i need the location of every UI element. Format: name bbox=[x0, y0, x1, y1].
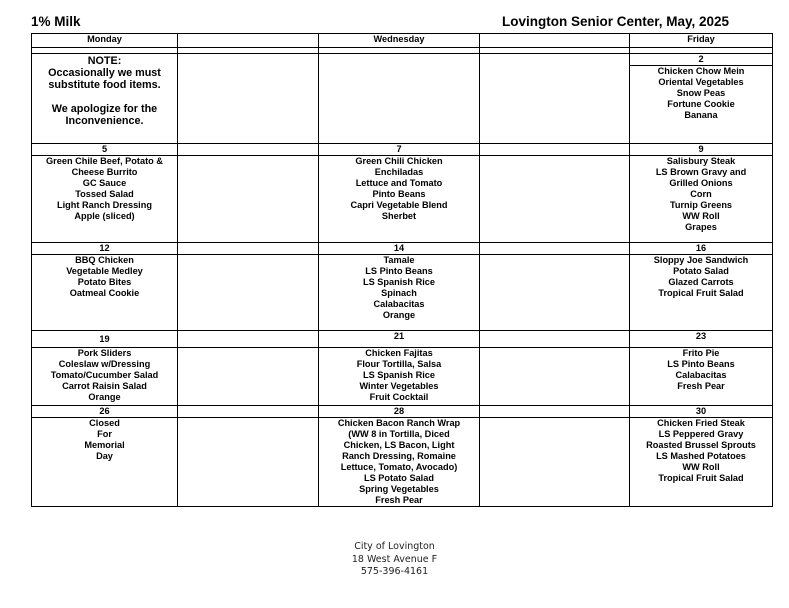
menu-item: WW Roll bbox=[682, 211, 720, 221]
menu-row bbox=[32, 418, 773, 507]
empty-cell bbox=[178, 406, 319, 418]
menu-item: Coleslaw w/Dressing bbox=[58, 359, 151, 369]
menu-item: Spinach bbox=[381, 288, 417, 298]
menu-item: Tossed Salad bbox=[75, 189, 134, 199]
menu-item: Calabacitas bbox=[675, 370, 727, 380]
note-cell bbox=[32, 54, 178, 144]
menu-item: Light Ranch Dressing bbox=[57, 200, 152, 210]
menu-item: Oatmeal Cookie bbox=[69, 288, 140, 298]
day-header-monday: Monday bbox=[32, 34, 178, 48]
menu-cell-monday bbox=[32, 418, 178, 507]
empty-cell bbox=[178, 144, 319, 156]
date-cell: 16 bbox=[630, 243, 773, 255]
menu-item: Carrot Raisin Salad bbox=[62, 381, 147, 391]
menu-item: Enchiladas bbox=[374, 167, 424, 177]
menu-item: LS Pinto Beans bbox=[365, 266, 433, 276]
menu-calendar bbox=[31, 33, 773, 507]
menu-item: Chicken Fajitas bbox=[365, 348, 433, 358]
menu-item: Banana bbox=[684, 110, 718, 120]
menu-item: Chicken, LS Bacon, Light bbox=[343, 440, 455, 450]
date-cell: 26 bbox=[32, 406, 178, 418]
menu-item: Green Chili Chicken bbox=[355, 156, 443, 166]
menu-item: Chicken Chow Mein bbox=[657, 66, 745, 76]
empty-cell bbox=[178, 255, 319, 331]
menu-item: Vegetable Medley bbox=[66, 266, 143, 276]
menu-item: Lettuce, Tomato, Avocado) bbox=[340, 462, 458, 472]
empty-cell bbox=[178, 243, 319, 255]
menu-item: Fruit Cocktail bbox=[369, 392, 429, 402]
menu-item: Orange bbox=[382, 310, 416, 320]
day-header-thursday bbox=[480, 34, 630, 48]
menu-item: LS Brown Gravy and bbox=[655, 167, 747, 177]
menu-item: Pinto Beans bbox=[372, 189, 426, 199]
menu-item: GC Sauce bbox=[82, 178, 127, 188]
menu-item: Grilled Onions bbox=[669, 178, 733, 188]
menu-item: (WW 8 in Tortilla, Diced bbox=[348, 429, 450, 439]
day-header-friday: Friday bbox=[630, 34, 773, 48]
menu-item: Tropical Fruit Salad bbox=[658, 473, 744, 483]
note-line: We apologize for the bbox=[51, 103, 158, 115]
menu-item: Sloppy Joe Sandwich bbox=[653, 255, 749, 265]
footer-address bbox=[0, 541, 789, 579]
menu-item: Spring Vegetables bbox=[359, 484, 439, 494]
menu-item: Fresh Pear bbox=[375, 495, 423, 505]
day-header-wednesday: Wednesday bbox=[319, 34, 480, 48]
date-cell: 28 bbox=[319, 406, 480, 418]
date-cell: 14 bbox=[319, 243, 480, 255]
menu-row bbox=[32, 255, 773, 331]
menu-cell-friday bbox=[630, 66, 773, 144]
date-cell: 23 bbox=[630, 331, 773, 348]
footer-phone: 575-396-4161 bbox=[360, 566, 429, 577]
menu-item: Grapes bbox=[685, 222, 717, 232]
menu-item: Closed bbox=[89, 418, 120, 428]
empty-cell bbox=[480, 243, 630, 255]
empty-cell bbox=[480, 54, 630, 144]
menu-item: Winter Vegetables bbox=[359, 381, 439, 391]
menu-item: Green Chile Beef, Potato & bbox=[46, 156, 163, 166]
date-cell: 5 bbox=[32, 144, 178, 156]
date-row bbox=[32, 144, 773, 156]
menu-item: For bbox=[97, 429, 112, 439]
date-row bbox=[32, 54, 773, 66]
milk-note: 1% Milk bbox=[31, 14, 81, 29]
menu-cell-wednesday bbox=[319, 255, 480, 331]
date-cell: 19 bbox=[32, 331, 178, 348]
menu-row bbox=[32, 348, 773, 406]
menu-item: LS Spanish Rice bbox=[363, 277, 435, 287]
menu-cell-friday bbox=[630, 418, 773, 507]
empty-cell bbox=[178, 331, 319, 348]
empty-cell bbox=[480, 418, 630, 507]
weekday-header-row bbox=[32, 34, 773, 48]
menu-item: Potato Bites bbox=[77, 277, 132, 287]
menu-item: Turnip Greens bbox=[669, 200, 733, 210]
menu-cell-friday bbox=[630, 156, 773, 243]
menu-item: Chicken Bacon Ranch Wrap bbox=[337, 418, 461, 428]
page-title: Lovington Senior Center, May, 2025 bbox=[502, 14, 730, 29]
day-header-tuesday bbox=[178, 34, 319, 48]
menu-item: Potato Salad bbox=[673, 266, 729, 276]
footer-street: 18 West Avenue F bbox=[351, 553, 438, 565]
empty-cell bbox=[178, 156, 319, 243]
note-title: NOTE: bbox=[87, 55, 122, 67]
empty-cell bbox=[480, 348, 630, 406]
menu-item: Tomato/Cucumber Salad bbox=[50, 370, 159, 380]
note-line: substitute food items. bbox=[48, 79, 161, 91]
menu-item: LS Spanish Rice bbox=[363, 370, 435, 380]
menu-cell-wednesday bbox=[319, 418, 480, 507]
menu-item: LS Mashed Potatoes bbox=[656, 451, 746, 461]
empty-cell bbox=[319, 54, 480, 144]
menu-item: Cheese Burrito bbox=[71, 167, 138, 177]
date-cell: 2 bbox=[630, 54, 773, 66]
menu-item: Frito Pie bbox=[682, 348, 720, 358]
menu-item: Memorial bbox=[84, 440, 125, 450]
menu-item: WW Roll bbox=[682, 462, 720, 472]
empty-cell bbox=[480, 255, 630, 331]
empty-cell bbox=[178, 54, 319, 144]
date-row bbox=[32, 331, 773, 348]
menu-item: Salisbury Steak bbox=[666, 156, 736, 166]
menu-item: Oriental Vegetables bbox=[658, 77, 744, 87]
empty-cell bbox=[480, 406, 630, 418]
menu-item: Apple (sliced) bbox=[74, 211, 135, 221]
footer-city: City of Lovington bbox=[354, 541, 435, 552]
menu-cell-monday bbox=[32, 348, 178, 406]
menu-item: Flour Tortilla, Salsa bbox=[356, 359, 442, 369]
menu-item: Tropical Fruit Salad bbox=[658, 288, 744, 298]
menu-item: Calabacitas bbox=[373, 299, 425, 309]
menu-cell-monday bbox=[32, 156, 178, 243]
empty-cell bbox=[178, 348, 319, 406]
menu-item: Corn bbox=[690, 189, 712, 199]
empty-cell bbox=[480, 331, 630, 348]
date-row bbox=[32, 243, 773, 255]
note-line: Occasionally we must bbox=[48, 67, 161, 79]
menu-item: Chicken Fried Steak bbox=[657, 418, 745, 428]
menu-item: LS Peppered Gravy bbox=[658, 429, 744, 439]
menu-item: Orange bbox=[88, 392, 121, 402]
menu-item: BBQ Chicken bbox=[75, 255, 134, 265]
date-cell: 21 bbox=[319, 331, 480, 348]
date-cell: 7 bbox=[319, 144, 480, 156]
menu-item: Day bbox=[96, 451, 113, 461]
menu-cell-friday bbox=[630, 255, 773, 331]
empty-cell bbox=[178, 418, 319, 507]
menu-item: Tamale bbox=[383, 255, 415, 265]
menu-item: Ranch Dressing, Romaine bbox=[342, 451, 456, 461]
menu-item: LS Pinto Beans bbox=[667, 359, 735, 369]
menu-cell-friday bbox=[630, 348, 773, 406]
menu-cell-monday bbox=[32, 255, 178, 331]
empty-cell bbox=[480, 144, 630, 156]
menu-cell-wednesday bbox=[319, 348, 480, 406]
menu-item: Capri Vegetable Blend bbox=[350, 200, 448, 210]
date-cell: 9 bbox=[630, 144, 773, 156]
menu-item: LS Potato Salad bbox=[364, 473, 434, 483]
menu-item: Snow Peas bbox=[676, 88, 726, 98]
date-cell: 12 bbox=[32, 243, 178, 255]
menu-item: Lettuce and Tomato bbox=[355, 178, 443, 188]
menu-item: Sherbet bbox=[381, 211, 417, 221]
menu-row bbox=[32, 156, 773, 243]
empty-cell bbox=[480, 156, 630, 243]
menu-item: Roasted Brussel Sprouts bbox=[646, 440, 756, 450]
menu-item: Pork Sliders bbox=[77, 348, 132, 358]
menu-cell-wednesday bbox=[319, 156, 480, 243]
date-row bbox=[32, 406, 773, 418]
date-cell: 30 bbox=[630, 406, 773, 418]
menu-item: Fortune Cookie bbox=[667, 99, 735, 109]
menu-item: Glazed Carrots bbox=[668, 277, 734, 287]
menu-item: Fresh Pear bbox=[677, 381, 725, 391]
note-line: Inconvenience. bbox=[65, 115, 144, 127]
